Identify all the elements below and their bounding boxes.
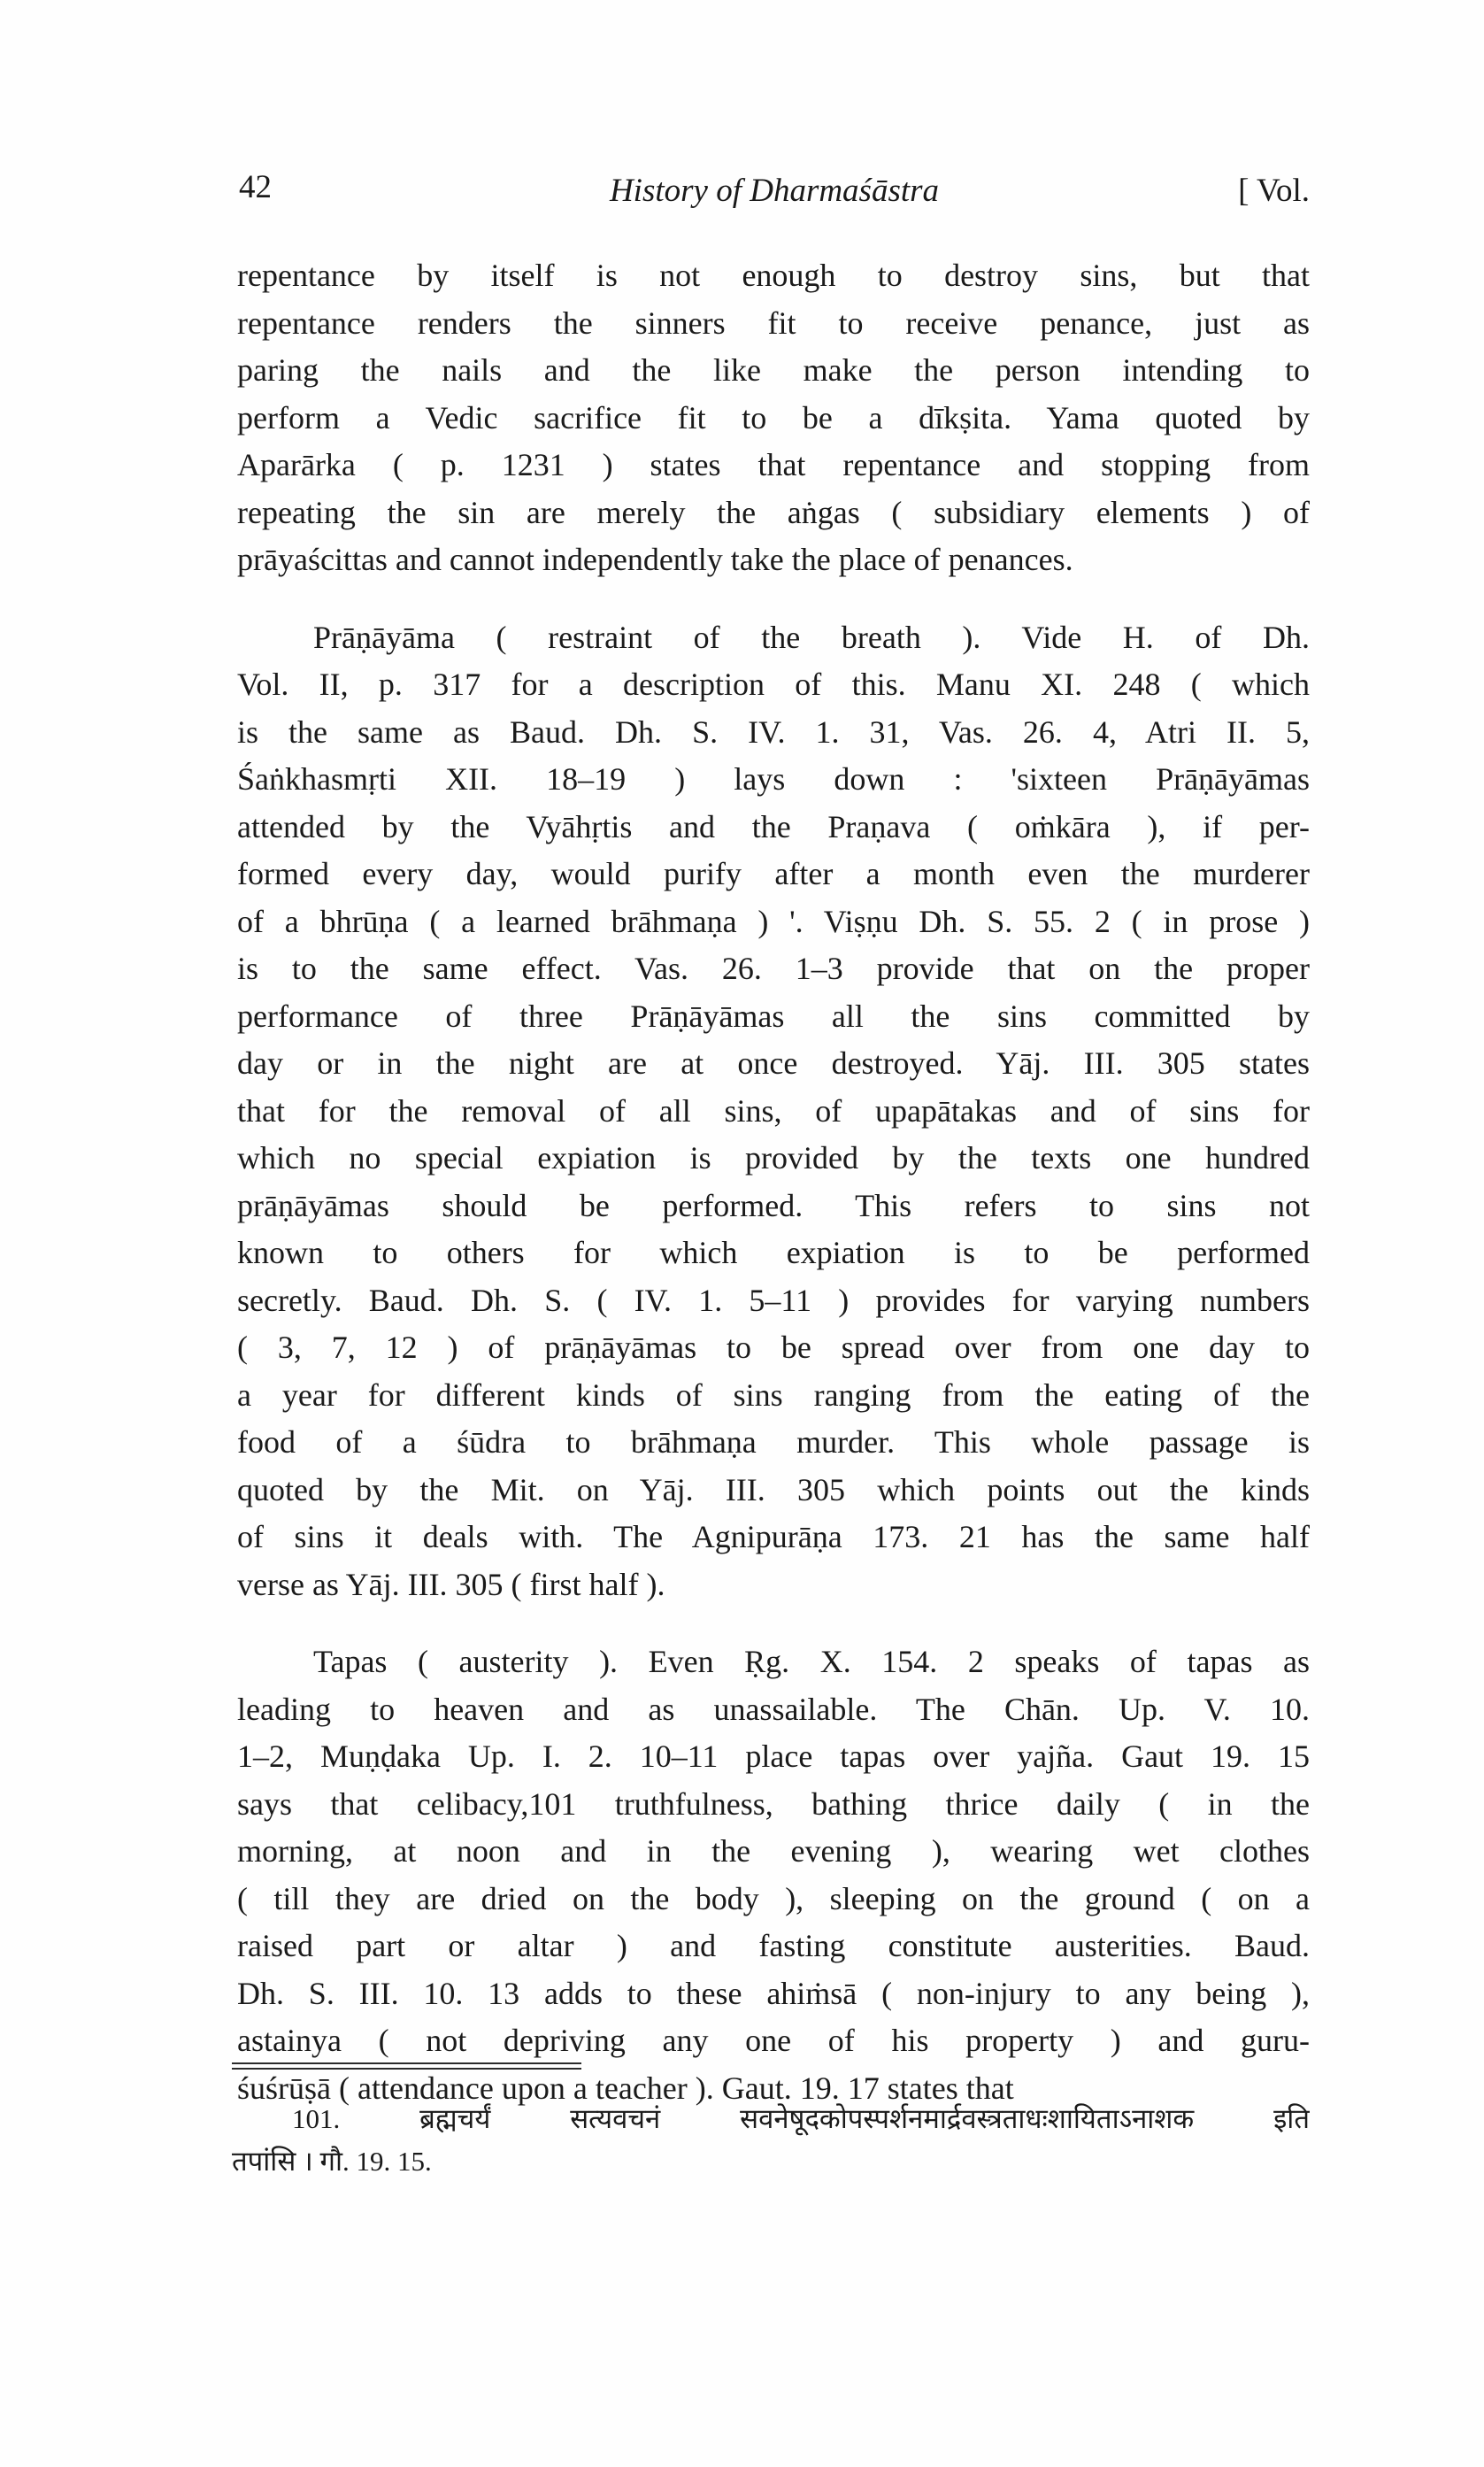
text-line: Prāṇāyāma ( restraint of the breath ). Vide H. of Dh. <box>313 619 1310 655</box>
text-line: known to others for which expiation is to be performed <box>237 1235 1310 1270</box>
text-line: repeating the sin are merely the aṅgas ( subsidiary elements ) of <box>237 494 1310 530</box>
text-line: raised part or altar ) and fasting constitute austerities. Baud. <box>237 1928 1310 1963</box>
text-line: śuśrūṣā ( attendance upon a teacher ). Gaut. 19. 17 states that <box>237 2070 1014 2106</box>
text-line: leading to heaven and as unassailable. The Chān. Up. V. 10. <box>237 1691 1310 1727</box>
main-text <box>237 252 1310 2142</box>
text-line: is the same as Baud. Dh. S. IV. 1. 31, Vas. 26. 4, Atri II. 5, <box>237 713 1310 750</box>
text-line: a year for different kinds of sins ranging from the eating of the <box>237 1376 1310 1413</box>
text-line: repentance by itself is not enough to destroy sins, but that <box>237 258 1310 293</box>
text-line: formed every day, would purify after a month even the murderer <box>237 856 1310 891</box>
paragraph-repentance <box>237 252 1310 584</box>
text-line: 1–2, Muṇḍaka Up. I. 2. 10–11 place tapas over yajña. Gaut 19. 15 <box>237 1738 1310 1774</box>
text-line: perform a Vedic sacrifice fit to be a dīkṣita. Yama quoted by <box>237 399 1310 436</box>
text-line: astainya ( not depriving any one of his property ) and guru- <box>237 2023 1310 2058</box>
text-line: repentance renders the sinners fit to receive penance, just as <box>237 305 1310 341</box>
text-line: morning, at noon and in the evening ), wearing wet clothes <box>237 1833 1310 1869</box>
text-line: Śaṅkhasmṛti XII. 18–19 ) lays down : 'sixteen Prāṇāyāmas <box>237 761 1310 797</box>
text-line: ( 3, 7, 12 ) of prāṇāyāmas to be spread over from one day to <box>237 1330 1310 1365</box>
page-number: 42 <box>239 169 272 205</box>
text-line: is to the same effect. Vas. 26. 1–3 provide that on the proper <box>237 951 1310 986</box>
text-line: secretly. Baud. Dh. S. ( IV. 1. 5–11 ) provides for varying numbers <box>237 1282 1310 1318</box>
text-line: says that celibacy,101 truthfulness, bathing thrice daily ( in the <box>237 1785 1310 1822</box>
footnote-line: 101. ब्रह्मचर्यं सत्यवचनं सवनेषूदकोपस्पर्शनमार्द्रवस्त्रताधःशायिताऽनाशक इति <box>292 2103 1310 2134</box>
footnote <box>232 2098 1310 2183</box>
text-line: prāṇāyāmas should be performed. This refers to sins not <box>237 1187 1310 1223</box>
text-line: Tapas ( austerity ). Even Ṛg. X. 154. 2 speaks of tapas as <box>313 1644 1310 1679</box>
text-line: of a bhrūṇa ( a learned brāhmaṇa ) '. Viṣṇu Dh. S. 55. 2 ( in prose ) <box>237 903 1310 939</box>
text-line: day or in the night are at once destroyed. Yāj. III. 305 states <box>237 1045 1310 1081</box>
text-line: that for the removal of all sins, of upapātakas and of sins for <box>237 1092 1310 1129</box>
text-line: verse as Yāj. III. 305 ( first half ). <box>237 1566 665 1602</box>
running-title: History of Dharmaśāstra <box>609 173 940 209</box>
page-header <box>239 168 1310 221</box>
text-line: food of a śūdra to brāhmaṇa murder. This whole passage is <box>237 1424 1310 1460</box>
text-line: which no special expiation is provided by the texts one hundred <box>237 1140 1310 1176</box>
footnote-line: तपांसि । गौ. 19. 15. <box>232 2146 432 2177</box>
paragraph-pranayama <box>237 614 1310 1609</box>
text-line: Aparārka ( p. 1231 ) states that repentance and stopping from <box>237 447 1310 482</box>
volume-label: [ Vol. <box>1238 173 1310 209</box>
text-line: Vol. II, p. 317 for a description of this. Manu XI. 248 ( which <box>237 667 1310 702</box>
text-line: attended by the Vyāhṛtis and the Praṇava ( oṁkāra ), if per- <box>237 808 1310 844</box>
text-line: paring the nails and the like make the person intending to <box>237 352 1310 388</box>
paragraph-tapas <box>237 1638 1310 2112</box>
text-line: ( till they are dried on the body ), sleeping on the ground ( on a <box>237 1880 1310 1916</box>
text-line: prāyaścittas and cannot independently take the place of penances. <box>237 542 1073 577</box>
text-line: performance of three Prāṇāyāmas all the sins committed by <box>237 998 1310 1034</box>
text-line: quoted by the Mit. on Yāj. III. 305 which points out the kinds <box>237 1471 1310 1507</box>
text-line: Dh. S. III. 10. 13 adds to these ahiṁsā ( non-injury to any being ), <box>237 1975 1310 2011</box>
text-line: of sins it deals with. The Agnipurāṇa 173. 21 has the same half <box>237 1519 1310 1554</box>
footnote-rule <box>232 2062 581 2073</box>
